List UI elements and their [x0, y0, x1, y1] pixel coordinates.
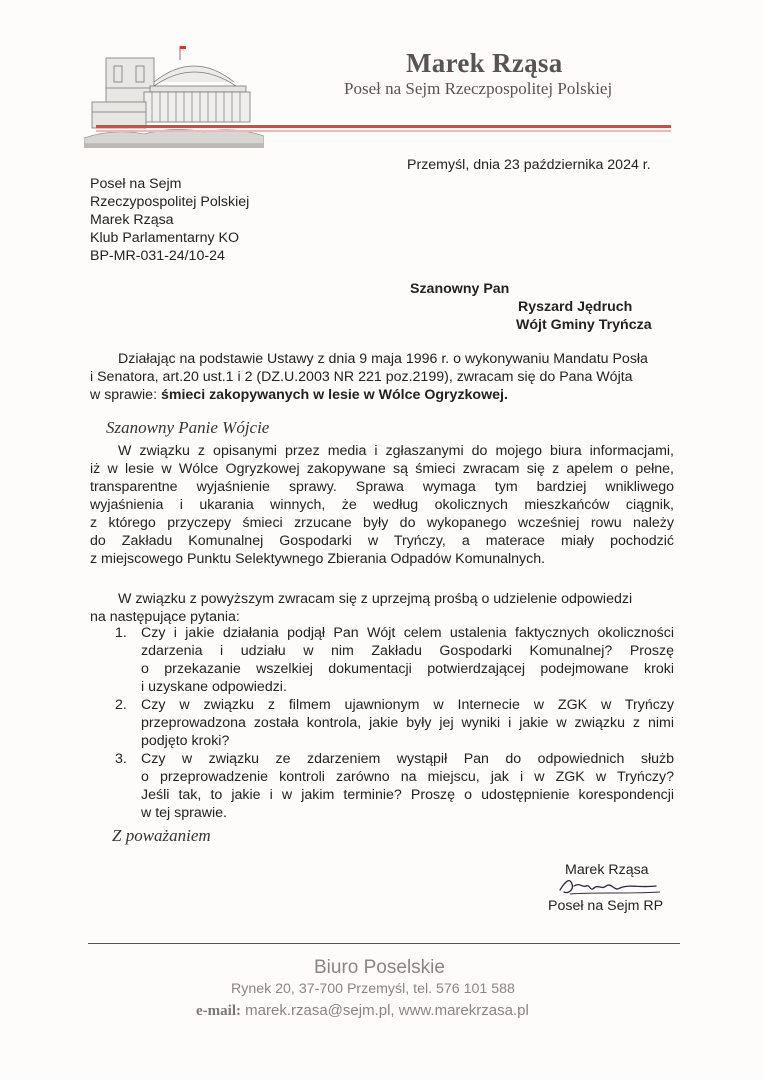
- list-item: [115, 696, 674, 750]
- intro-line: i Senatora, art.20 ust.1 i 2 (DZ.U.2003 NR 221 poz.2199), zwracam się do Pana Wójta: [90, 369, 633, 385]
- intro-line: Działając na podstawie Ustawy z dnia 9 maja 1996 r. o wykonywaniu Mandatu Posła: [118, 351, 648, 367]
- request-line: W związku z powyższym zwracam się z uprzejmą prośbą o udzielenie odpowiedzi: [118, 591, 633, 607]
- header-divider-light: [96, 130, 671, 132]
- footer-contact: [196, 1002, 529, 1020]
- intro-paragraph: [90, 350, 674, 404]
- footer-divider: [88, 943, 680, 944]
- signature-name: Marek Rząsa: [565, 862, 649, 878]
- list-line: przeprowadzona została kontrola, jakie były jej wyniki i jakie w związku z nimi: [141, 715, 674, 731]
- header-name: Marek Rząsa: [406, 48, 563, 78]
- body-line: transparentne wyjaśnienie sprawy. Sprawa wymaga tym bardziej wnikliwego: [90, 479, 674, 495]
- list-number: 2.: [115, 697, 127, 713]
- closing: Z poważaniem: [112, 826, 211, 845]
- list-line: Czy i jakie działania podjął Pan Wójt celem ustalenia faktycznych okoliczności: [141, 625, 674, 641]
- body-line: z którego przyczepy śmieci zrzucane były do wykopanego wcześniej rowu należy: [90, 515, 674, 531]
- list-item: [115, 750, 674, 822]
- sender-line: Klub Parlamentarny KO: [90, 230, 240, 246]
- signature-title: Poseł na Sejm RP: [548, 898, 664, 914]
- list-line: Czy w związku ze zdarzeniem wystąpił Pan do odpowiednich służb: [141, 751, 674, 767]
- intro-line: [90, 386, 674, 404]
- list-line: Czy w związku z filmem ujawnionym w Internecie w ZGK w Tryńczy: [141, 697, 674, 713]
- handwritten-signature-icon: [556, 872, 668, 898]
- list-number: 3.: [115, 751, 127, 767]
- header-subtitle: Poseł na Sejm Rzeczpospolitej Polskiej: [344, 79, 613, 98]
- list-line: o przekazanie wszelkiej dokumentacji potwierdzającej podejmowane kroki: [141, 661, 674, 677]
- body-line: W związku z opisanymi przez media i zgłaszanymi do mojego biura informacjami,: [118, 443, 674, 459]
- subject-bold: śmieci zakopywanych w lesie w Wólce Ogryzkowej.: [160, 387, 508, 403]
- date-line: Przemyśl, dnia 23 października 2024 r.: [407, 157, 651, 173]
- list-line: zdarzenia i udziału w nim Zakładu Gospodarki Komunalnej? Proszę: [141, 643, 674, 659]
- body-line: iż w lesie w Wólce Ogryzkowej zakopywane są śmieci zwracam się z apelem o pełne,: [90, 461, 674, 477]
- request-paragraph: [90, 590, 674, 626]
- addressee-greeting: Szanowny Pan: [410, 281, 510, 297]
- sejm-building-icon: [84, 42, 264, 154]
- salutation: Szanowny Panie Wójcie: [106, 418, 270, 437]
- header-divider: [96, 125, 671, 128]
- sender-line: Marek Rząsa: [90, 212, 174, 228]
- body-line: z miejscowego Punktu Selektywnego Zbierania Odpadów Komunalnych.: [90, 551, 546, 567]
- request-line: na następujące pytania:: [90, 609, 240, 625]
- body-paragraph: [90, 442, 674, 568]
- list-line: o przeprowadzenie kontroli zarówno na miejscu, jak i w ZGK w Tryńczy?: [141, 769, 674, 785]
- addressee-title: Wójt Gminy Tryńcza: [516, 317, 652, 333]
- sender-line: Poseł na Sejm: [90, 176, 182, 192]
- addressee-name: Ryszard Jędruch: [518, 299, 633, 315]
- sender-line: Rzeczypospolitej Polskiej: [90, 194, 250, 210]
- sender-block: [90, 175, 249, 265]
- list-line: i uzyskane odpowiedzi.: [141, 679, 287, 695]
- intro-prefix: w sprawie:: [90, 387, 161, 403]
- reference-number: BP-MR-031-24/10-24: [90, 248, 225, 264]
- list-item: [115, 624, 674, 696]
- list-number: 1.: [115, 625, 127, 641]
- body-line: do Zakładu Komunalnej Gospodarki w Tryńczy, a materace miały pochodzić: [90, 533, 674, 549]
- list-line: Jeśli tak, to jakie i w jakim terminie? Proszę o udostępnienie korespondencji: [141, 787, 674, 803]
- footer-title: Biuro Poselskie: [314, 957, 445, 978]
- questions-list: [115, 624, 674, 822]
- body-line: wyjaśnienia i ukarania winnych, że według okolicznych mieszkańców ciągnik,: [90, 497, 674, 513]
- footer-address: Rynek 20, 37-700 Przemyśl, tel. 576 101 588: [231, 981, 515, 997]
- email-value[interactable]: marek.rzasa@sejm.pl, www.marekrzasa.pl: [245, 1002, 529, 1019]
- list-line: podjęto kroki?: [141, 733, 230, 749]
- email-label: e-mail:: [196, 1003, 241, 1019]
- list-line: w tej sprawie.: [141, 805, 227, 821]
